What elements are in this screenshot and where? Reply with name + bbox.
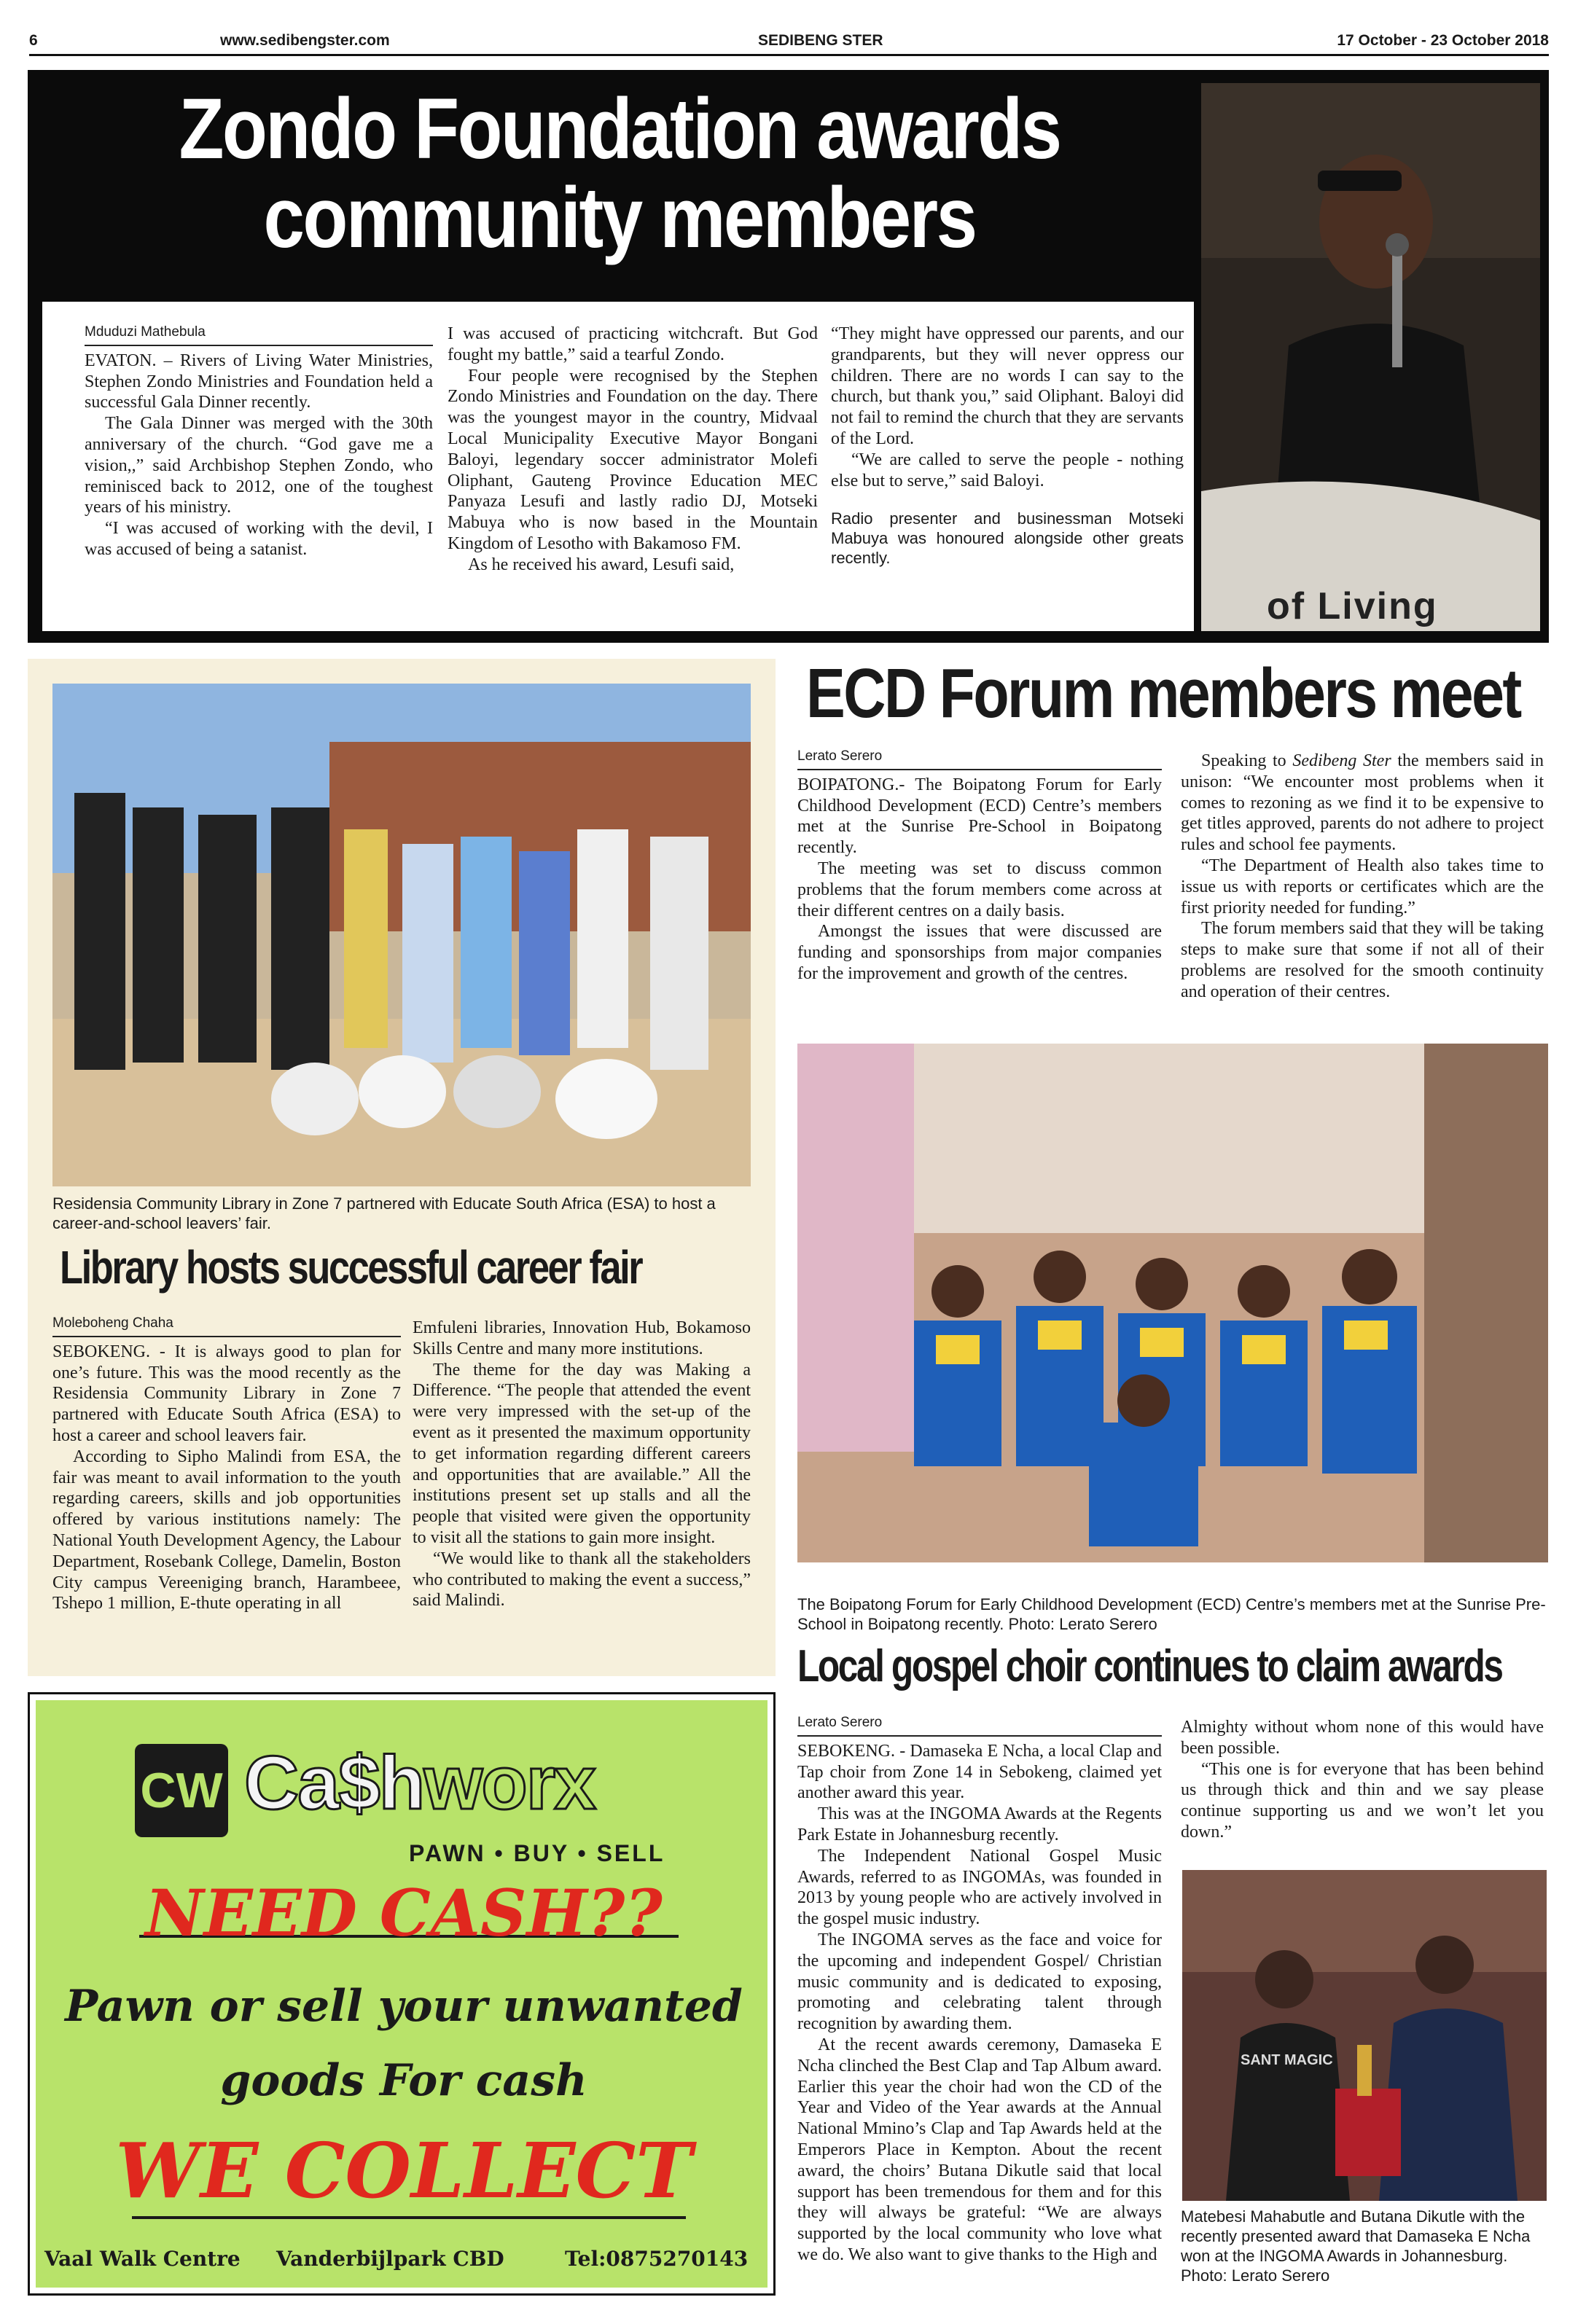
issue-date: 17 October - 23 October 2018 xyxy=(1337,32,1549,49)
gospel-headline: Local gospel choir continues to claim awards xyxy=(797,1641,1502,1691)
zondo-col2 xyxy=(448,324,818,576)
cashworx-logo xyxy=(135,1740,718,1842)
library-col2-para: “We would like to thank all the stakeholders who contributed to making the event a success,” said Malindi. xyxy=(413,1549,751,1611)
we-collect-text: WE COLLECT xyxy=(115,2126,692,2215)
zondo-col3-para: “We are called to serve the people - nothing else but to serve,” said Baloyi. xyxy=(831,450,1184,490)
zondo-photo xyxy=(1201,83,1540,631)
library-group-illustration xyxy=(52,684,751,1186)
ecd-col2-para xyxy=(1181,751,1544,856)
gospel-col1-para: At the recent awards ceremony, Damaseka E Ncha clinched the Best Clap and Tap Album award. Earlier this year the choir had won the CD of the Year and Video of the Year awards at the Annual National Mmino’s Clap and Tap Awards held at the Emperors Place in Kempton. About the recent award, the choirs’ Butana Dikutle said that local support has been tremendous for them and for this they will always be grateful: “We are always supported by the local community who love what we do. We also want to give thanks to the High and xyxy=(797,2035,1162,2264)
ecd-col1-para: Amongst the issues that were discussed are funding and sponsorships from major companies for the improvement and growth of the centres. xyxy=(797,922,1162,983)
ecd-photo xyxy=(797,1044,1548,1562)
gospel-col2-para: “This one is for everyone that has been behind us through thick and thin and we say please continue supporting us and we won’t let you down.” xyxy=(1181,1759,1544,1842)
ecd-col2-post: the members said in unison: “We encounter most problems when it comes to rezoning as we find it to be expensive to get titles approved, parents do not adhere to project rules and school fee payments. xyxy=(1181,751,1544,855)
we-collect-rule xyxy=(132,2216,686,2219)
library-col2-para: Emfuleni libraries, Innovation Hub, Bokamoso Skills Centre and many more institutions. xyxy=(413,1318,751,1358)
zondo-headline-line2: community members xyxy=(263,170,976,266)
zondo-headline xyxy=(58,81,1181,266)
page-number: 6 xyxy=(29,32,38,49)
library-col2 xyxy=(413,1318,751,1611)
ecd-col1-para: The meeting was set to discuss common problems that the forum members come across at their different centres on a daily basis. xyxy=(797,858,1162,920)
gospel-col1-para: This was at the INGOMA Awards at the Regents Park Estate in Johannesburg recently. xyxy=(797,1804,1162,1844)
website-link[interactable]: www.sedibengster.com xyxy=(220,32,390,49)
ecd-col2-pre: Speaking to xyxy=(1201,751,1293,770)
gospel-col2 xyxy=(1181,1717,1544,1843)
zondo-photo-banner: of Living xyxy=(1267,585,1438,627)
gospel-shirt-text: SANT MAGIC xyxy=(1241,2052,1333,2068)
ecd-byline: Lerato Serero xyxy=(797,746,1162,770)
library-col1 xyxy=(52,1313,401,1614)
library-story xyxy=(28,659,776,1676)
zondo-headline-line1: Zondo Foundation awards xyxy=(179,81,1061,177)
cashworx-brand xyxy=(244,1740,595,1827)
pawn-line1: Pawn or sell your unwanted xyxy=(65,1981,743,2032)
ad-location-2: Vanderbijlpark CBD xyxy=(276,2247,504,2271)
page-header xyxy=(29,32,1549,55)
gospel-photo-caption: Matebesi Mahabutle and Butana Dikutle with the recently presented award that Damaseka E Ncha won at the INGOMA Awards in Johannesburg. Photo: Lerato Serero xyxy=(1181,2207,1531,2285)
ecd-photo-caption: The Boipatong Forum for Early Childhood Development (ECD) Centre’s members met at the Sunrise Pre-School in Boipatong recently. Photo: Lerato Serero xyxy=(797,1595,1546,1633)
zondo-col2-para: Four people were recognised by the Stephen Zondo Ministries and Foundation on the day. There was the youngest mayor in the country, Midvaal Local Municipality Executive Mayor Bongani Baloyi, legendary soccer administrator Molefi Oliphant, Gauteng Province Education MEC Panyaza Lesufi and lastly radio DJ, Motseki Mabuya who is now based in the Mountain Kingdom of Lesotho with Bakamoso FM. xyxy=(448,366,818,553)
cashworx-brand-suffix: worx xyxy=(423,1741,595,1826)
paper-name: SEDIBENG STER xyxy=(758,32,883,49)
library-col1-para: According to Sipho Malindi from ESA, the fair was meant to avail information to the youth regarding careers, skills and job opportunities offered by various institutions namely: The National Youth Development Agency, the Labour Department, Rosebank College, Damelin, Boston City campus Vereeniging branch, Harambeee, Tshepo 1 million, E-thute operating in all xyxy=(52,1447,401,1613)
zondo-text-panel xyxy=(42,302,1194,631)
gospel-col1 xyxy=(797,1713,1162,2266)
gospel-col1-para: The Independent National Gospel Music Awards, referred to as INGOMAs, was founded in 2013 by young people who are actively involved in the gospel music industry. xyxy=(797,1846,1162,1929)
gospel-photo xyxy=(1182,1870,1547,2201)
zondo-col1-para: The Gala Dinner was merged with the 30th anniversary of the church. “God gave me a vision,,” said Archbishop Stephen Zondo, who reminisced back to 2012, one of the toughest years of his ministry. xyxy=(85,414,433,517)
zondo-col1 xyxy=(85,322,433,560)
ecd-group-illustration xyxy=(797,1044,1548,1562)
library-col1-para: SEBOKENG. - It is always good to plan for one’s future. This was the mood recently as the Residensia Community Library in Zone 7 partnered with Educate South Africa (ESA) to host a career and school leavers fair. xyxy=(52,1342,401,1445)
paper-name-italic: Sedibeng Ster xyxy=(1292,751,1391,770)
ecd-col2 xyxy=(1181,751,1544,1003)
zondo-col3-para: “They might have oppressed our parents, and our grandparents, but they will never oppress our children. There are no words I can say to the church, but thank you,” said Oliphant. Baloyi did not fail to remind the church that they are servants of the Lord. xyxy=(831,324,1184,448)
cashworx-ad[interactable] xyxy=(28,1692,776,2296)
ecd-headline: ECD Forum members meet xyxy=(806,654,1520,732)
zondo-byline: Mduduzi Mathebula xyxy=(85,322,433,346)
ad-tagline: PAWN • BUY • SELL xyxy=(409,1840,665,1866)
ecd-col2-para: The forum members said that they will be taking steps to make sure that some if not all of their problems are resolved for the smooth continuity and operation of their centres. xyxy=(1181,919,1544,1001)
zondo-col1-para: “I was accused of working with the devil, I was accused of being a satanist. xyxy=(85,519,433,559)
library-byline: Moleboheng Chaha xyxy=(52,1313,401,1337)
zondo-col2-para: As he received his award, Lesufi said, xyxy=(468,555,735,574)
ad-location-1: Vaal Walk Centre xyxy=(44,2247,241,2271)
ecd-col2-para: “The Department of Health also takes time to issue us with reports or certificates which are the first priority needed for funding.” xyxy=(1181,856,1544,918)
gospel-col1-para: SEBOKENG. - Damaseka E Ncha, a local Clap and Tap choir from Zone 14 in Sebokeng, claimed yet another award this year. xyxy=(797,1741,1162,1803)
gospel-byline: Lerato Serero xyxy=(797,1713,1162,1737)
pawn-line2: goods For cash xyxy=(220,2055,587,2106)
zondo-story xyxy=(28,70,1549,643)
zondo-col2-para: I was accused of practicing witchcraft. But God fought my battle,” said a tearful Zondo. xyxy=(448,324,818,364)
header-rule xyxy=(29,54,1549,56)
library-photo xyxy=(52,684,751,1186)
ad-phone[interactable]: Tel:0875270143 xyxy=(565,2247,749,2271)
zondo-col3 xyxy=(831,324,1184,568)
gospel-col1-para: The INGOMA serves as the face and voice for the upcoming and independent Gospel/ Christian music community and is dedicated to exposing, promoting and celebrating talent through recognition by awarding them. xyxy=(797,1930,1162,2034)
need-cash-text: NEED CASH?? xyxy=(145,1875,663,1951)
library-col2-para: The theme for the day was Making a Difference. “The people that attended the event were very impressed with the set-up of the event as it presented the maximum opportunity to get information regarding different careers and opportunities that are available.” All the institutions present set up stalls and all the people that visited were given the opportunity to visit all the stations to gain more insight. xyxy=(413,1360,751,1547)
cashworx-brand-prefix: Ca$h xyxy=(244,1741,424,1826)
speaker-illustration xyxy=(1201,83,1540,631)
ad-footer xyxy=(36,2241,767,2277)
cw-logo-mark: CW xyxy=(135,1744,228,1837)
zondo-photo-caption: Radio presenter and businessman Motseki Mabuya was honoured alongside other greats recently. xyxy=(831,509,1184,568)
zondo-col1-para: EVATON. – Rivers of Living Water Ministries, Stephen Zondo Ministries and Foundation held a successful Gala Dinner recently. xyxy=(85,351,433,412)
ecd-col1 xyxy=(797,746,1162,985)
ecd-col1-para: BOIPATONG.- The Boipatong Forum for Early Childhood Development (ECD) Centre’s members met at the Sunrise Pre-School in Boipatong recently. xyxy=(797,775,1162,858)
gospel-col2-para: Almighty without whom none of this would have been possible. xyxy=(1181,1718,1544,1758)
library-photo-caption: Residensia Community Library in Zone 7 partnered with Educate South Africa (ESA) to host a career-and-school leavers’ fair. xyxy=(52,1194,716,1232)
gospel-award-illustration xyxy=(1182,1870,1547,2201)
library-headline: Library hosts successful career fair xyxy=(60,1241,642,1294)
